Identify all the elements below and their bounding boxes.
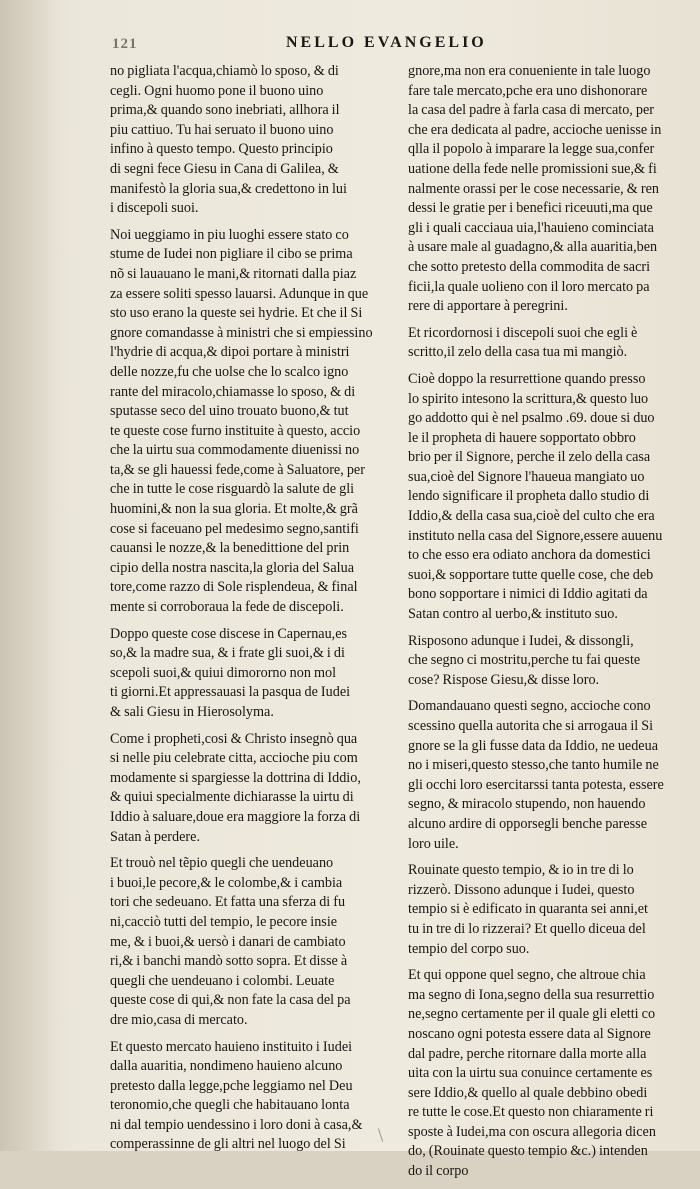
running-head: NELLO EVANGELIO: [286, 34, 487, 51]
paragraph: Rouinate questo tempio, & io in tre di lo rizzerò. Dissono adunque i Iudei, questo tempio si è edificato in quaranta sei anni,et tu in tre di lo rizzerai? Et quello diceua del tempio del corpo suo.: [408, 862, 648, 957]
page-number: 121: [112, 36, 138, 52]
paragraph: Domandauano questi segno, accioche cono scessino quella autorita che si arrogaua il Si gnore se la gli fusse data da Iddio, ne uedeua no i miseri,questo stesso,che tanto humile ne gli occhi loro esercitarssi tanta potesta, essere segno, & miracolo stupendo, non hauendo alcuno ardire di opporsegli benche paresse loro uile.: [408, 698, 664, 852]
left-column: [110, 62, 395, 1162]
paragraph: Risposono adunque i Iudei, & dissongli, che segno ci mostritu,perche tu fai queste cose? Rispose Giesu,& disse loro.: [408, 632, 641, 688]
paragraph: Cioè doppo la resurrettione quando presso lo spirito intesono la scrittura,& questo luo go addotto qui è nel psalmo .69. doue si duo le il propheta di hauere sopportato obbro brio per il Signore, perche il zelo della casa sua,cioè del Signore l'haueua mangiato uo lendo significare il propheta dallo studio di Iddio,& della casa sua,cioè del culto che era instituto nella casa del Signore,essere auuenu to che esso era odiato anchora da domestici suoi,& sopportare tutte quelle cose, che deb bono sopportare i nimici di Iddio agitati da Satan contro al uerbo,& instituto suo.: [408, 370, 663, 623]
paragraph: Et questo mercato hauieno instituito i Iudei dalla auaritia, nondimeno hauieno alcuno pretesto dalla legge,pche leggiamo nel Deu teronomio,che quegli che habitauano lonta ni dal tempio uendessino i loro doni à casa,& comperassinne de gli altri nel luogo del Si: [110, 1038, 363, 1153]
paragraph: gnore,ma non era conueniente in tale luogo fare tale mercato,pche era uno dishonorare la casa del padre à farla casa di mercato, per che era dedicata al padre, accioche uenisse in qlla il popolo à imparare la legge sua,confer uatione della fede nelle promissioni sue,& fi nalmente orassi per le cose necessarie, & ren dessi le gratie per i benefici riceuuti,ma que gli i quali cacciaua uia,l'hauieno cominciata à usare male al guadagno,& alla auaritia,ben che sotto pretesto della commodita de sacri ficii,la quale uolieno con il loro mercato pa rere di apportare à peregrini.: [408, 63, 662, 315]
right-column: [408, 62, 688, 1189]
paragraph: no pigliata l'acqua,chiamò lo sposo, & di cegli. Ogni huomo pone il buono uino prima,& quando sono inebriati, allhora il piu cattiuo. Tu hai seruato il buono uino infino à questo tempo. Questo principio di segni fece Giesu in Cana di Galilea, & manifestò la gloria sua,& credettono in lui i discepoli suoi.: [110, 63, 347, 217]
paragraph: Come i propheti,cosi & Christo insegnò qua si nelle piu celebrate citta, accioche piu com modamente si spargiesse la dottrina di Iddio, & quiui specialmente dichiarasse la uirtu di Iddio à saluare,doue era maggiore la forza di Satan à perdere.: [110, 730, 361, 845]
paragraph: Et qui oppone quel segno, che altroue chia ma segno di Iona,segno della sua resurrettio ne,segno certamente per il quale gli eletti co noscano ogni potesta essere data al Signore dal padre, perche ritornare dalla morte alla uita con la uirtu sua conuince certamente es sere Iddio,& quello al quale debbino obedi re tutte le cose.Et questo non chiaramente ri sposte à Iudei,ma con oscura allegoria dicen do, (Rouinate questo tempio &c.) intenden do il corpo: [408, 967, 656, 1180]
paragraph: Et trouò nel tẽpio quegli che uendeuano i buoi,le pecore,& le colombe,& i cambia tori che sedeuano. Et fatta una sferza di fu ni,cacciò tutti del tempio, le pecore insie me, & i buoi,& uersò i danari de cambiato ri,& i banchi mandò sotto sopra. Et disse à quegli che uendeuano i colombi. Leuate queste cose di qui,& non fate la casa del pa dre mio,casa di mercato.: [110, 855, 351, 1028]
paragraph: Doppo queste cose discese in Capernau,es so,& la madre sua, & i frate gli suoi,& i di scepoli suoi,& quiui dimororno non mol ti giorni.Et appressauasi la pasqua de Iudei & sali Giesu in Hierosolyma.: [110, 625, 351, 720]
paragraph: Et ricordornosi i discepoli suoi che egli è scritto,il zelo della casa tua mi mangiò.: [408, 324, 638, 361]
gutter-shadow: [0, 0, 60, 1151]
paragraph: Noi ueggiamo in piu luoghi essere stato co stume de Iudei non pigliare il cibo se prima nõ si lauauano le mani,& ritornati dalla piaz za essere soliti spesso lauarsi. Adunque in que sto uso erano la queste sei hydrie. Et che il Si gnore comandasse à ministri che si empiessino l'hydrie di acqua,& dipoi portare à ministri delle nozze,fu che uolse che lo scalco igno rante del miracolo,chiamasse lo sposo, & di sputasse seco del uino trouato buono,& tut te queste cose furno instituite à questo, accio che la uirtu sua commodamente diuenissi no ta,& se gli hauessi fede,come à Saluatore, per che in tutte le cose risguardò la salute de gli huomini,& non la sua gloria. Et molte,& grã cose si faceuano pel medesimo segno,santifi cauansi le nozze,& la benedittione del prin cipio della nostra nascita,la gloria del Salua tore,come razzo di Sole risplendeua, & final mente si corroboraua la fede de discepoli.: [110, 226, 373, 616]
